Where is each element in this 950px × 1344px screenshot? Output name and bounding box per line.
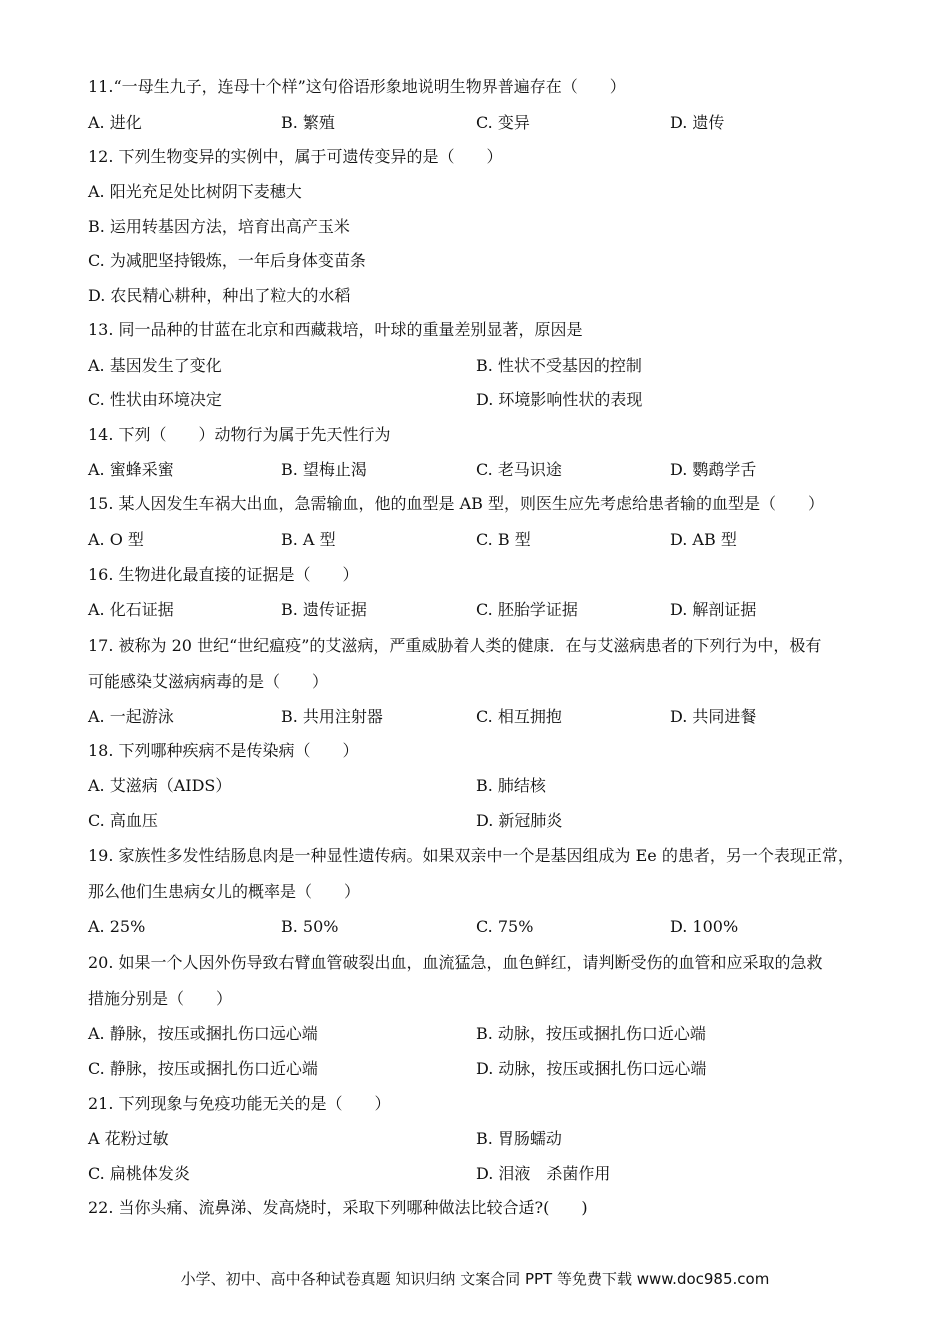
option-11-a: A. 进化 [88, 113, 142, 132]
option-12-b: B. 运用转基因方法，培育出高产玉米 [88, 217, 350, 236]
option-14-a: A. 蜜蜂采蜜 [88, 460, 174, 479]
option-19-b: B. 50% [281, 917, 339, 936]
question-20: 20. 如果一个人因外伤导致右臂血管破裂出血，血流猛急，血色鲜红，请判断受伤的血管和应采取的急救 [88, 953, 823, 972]
option-16-c: C. 胚胎学证据 [476, 600, 578, 619]
option-15-a: A. O 型 [88, 530, 144, 549]
option-15-d: D. AB 型 [670, 530, 737, 549]
option-15-b: B. A 型 [281, 530, 336, 549]
question-19: 19. 家族性多发性结肠息肉是一种显性遗传病。如果双亲中一个是基因组成为 Ee 的患者，另一个表现正常， [88, 846, 854, 865]
option-13-d: D. 环境影响性状的表现 [476, 390, 643, 409]
option-14-b: B. 望梅止渴 [281, 460, 367, 479]
question-19-cont: 那么他们生患病女儿的概率是（ ） [88, 882, 361, 901]
option-12-c: C. 为减肥坚持锻炼，一年后身体变苗条 [88, 251, 366, 270]
option-21-d: D. 泪液 杀菌作用 [476, 1164, 611, 1183]
option-16-a: A. 化石证据 [88, 600, 174, 619]
option-17-d: D. 共同进餐 [670, 707, 757, 726]
option-20-d: D. 动脉，按压或捆扎伤口远心端 [476, 1059, 707, 1078]
option-16-d: D. 解剖证据 [670, 600, 757, 619]
question-13: 13. 同一品种的甘蓝在北京和西藏栽培，叶球的重量差别显著，原因是 [88, 320, 583, 339]
option-11-c: C. 变异 [476, 113, 530, 132]
page-footer: 小学、初中、高中各种试卷真题 知识归纳 文案合同 PPT 等免费下载 www.doc985.com [180, 1270, 770, 1288]
question-21: 21. 下列现象与免疫功能无关的是（ ） [88, 1094, 391, 1113]
option-18-b: B. 肺结核 [476, 776, 546, 795]
question-17-cont: 可能感染艾滋病病毒的是（ ） [88, 672, 329, 691]
option-13-c: C. 性状由环境决定 [88, 390, 222, 409]
option-20-a: A. 静脉，按压或捆扎伤口远心端 [88, 1024, 318, 1043]
option-17-c: C. 相互拥抱 [476, 707, 562, 726]
option-19-c: C. 75% [476, 917, 534, 936]
question-12: 12. 下列生物变异的实例中，属于可遗传变异的是（ ） [88, 147, 503, 166]
question-17: 17. 被称为 20 世纪“世纪瘟疫”的艾滋病，严重威胁着人类的健康．在与艾滋病患者的下列行为中，极有 [88, 636, 822, 655]
option-21-c: C. 扁桃体发炎 [88, 1164, 190, 1183]
option-21-a: A 花粉过敏 [88, 1129, 169, 1148]
question-18: 18. 下列哪种疾病不是传染病（ ） [88, 741, 359, 760]
option-13-a: A. 基因发生了变化 [88, 356, 222, 375]
option-20-c: C. 静脉，按压或捆扎伤口近心端 [88, 1059, 318, 1078]
option-18-c: C. 高血压 [88, 811, 158, 830]
option-13-b: B. 性状不受基因的控制 [476, 356, 642, 375]
option-14-c: C. 老马识途 [476, 460, 562, 479]
question-20-cont: 措施分别是（ ） [88, 989, 233, 1008]
option-14-d: D. 鹦鹉学舌 [670, 460, 757, 479]
option-12-a: A. 阳光充足处比树阴下麦穗大 [88, 182, 302, 201]
option-16-b: B. 遗传证据 [281, 600, 367, 619]
question-11: 11.“一母生九子，连母十个样”这句俗语形象地说明生物界普遍存在（ ） [88, 77, 626, 96]
option-17-a: A. 一起游泳 [88, 707, 174, 726]
option-17-b: B. 共用注射器 [281, 707, 383, 726]
option-20-b: B. 动脉，按压或捆扎伤口近心端 [476, 1024, 706, 1043]
option-18-a: A. 艾滋病（AIDS） [88, 776, 232, 795]
option-12-d: D. 农民精心耕种，种出了粒大的水稻 [88, 286, 351, 305]
option-21-b: B. 胃肠蠕动 [476, 1129, 562, 1148]
option-19-a: A. 25% [88, 917, 146, 936]
question-15: 15. 某人因发生车祸大出血，急需输血，他的血型是 AB 型，则医生应先考虑给患者输的血型是（ ） [88, 494, 825, 513]
option-11-d: D. 遗传 [670, 113, 725, 132]
option-15-c: C. B 型 [476, 530, 531, 549]
question-22: 22. 当你头痛、流鼻涕、发高烧时，采取下列哪种做法比较合适?( ) [88, 1198, 588, 1217]
option-19-d: D. 100% [670, 917, 739, 936]
option-18-d: D. 新冠肺炎 [476, 811, 563, 830]
question-14: 14. 下列（ ）动物行为属于先天性行为 [88, 425, 391, 444]
option-11-b: B. 繁殖 [281, 113, 335, 132]
question-16: 16. 生物进化最直接的证据是（ ） [88, 565, 359, 584]
